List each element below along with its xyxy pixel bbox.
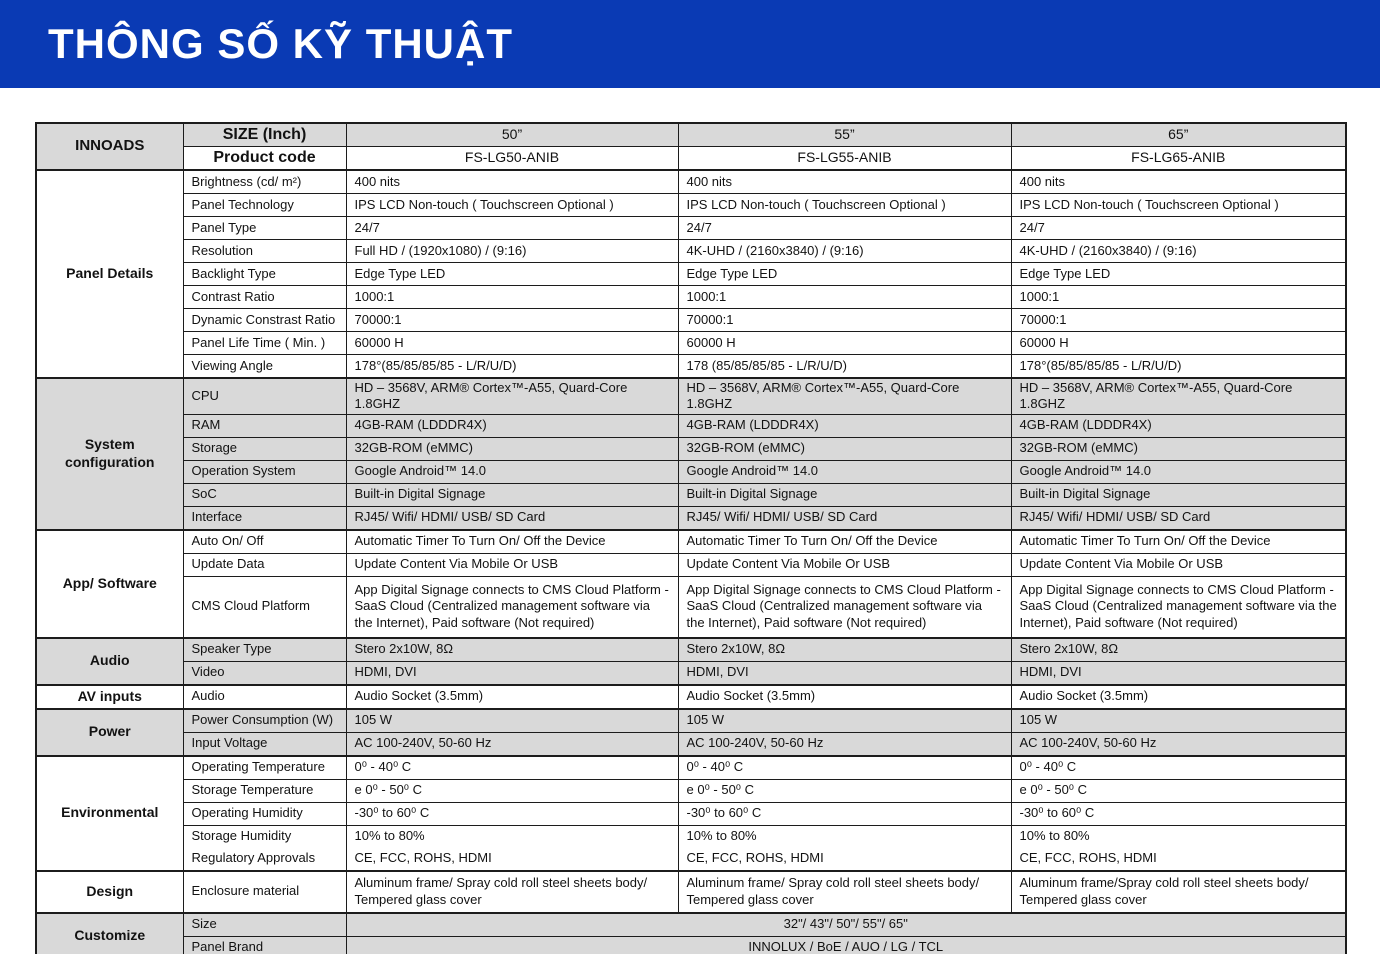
spec-value-cell: HD – 3568V, ARM® Cortex™-A55, Quard-Core 1.8GHZ	[1011, 378, 1346, 414]
spec-value-cell: 0⁰ - 40⁰ C	[346, 756, 678, 780]
spec-row	[36, 756, 1346, 780]
product-code-55: FS-LG55-ANIB	[678, 147, 1011, 171]
spec-value-cell: Stero 2x10W, 8Ω	[1011, 638, 1346, 662]
spec-row	[36, 638, 1346, 662]
spec-value-cell: CE, FCC, ROHS, HDMI	[678, 848, 1011, 871]
spec-label-cell: Operating Temperature	[183, 756, 346, 780]
spec-row	[36, 332, 1346, 355]
spec-label-cell: Operating Humidity	[183, 802, 346, 825]
spec-label-cell: SoC	[183, 483, 346, 506]
spec-row	[36, 286, 1346, 309]
spec-label-cell: Input Voltage	[183, 732, 346, 756]
spec-row	[36, 194, 1346, 217]
spec-row	[36, 825, 1346, 848]
spec-value-cell: Edge Type LED	[346, 263, 678, 286]
spec-row	[36, 732, 1346, 756]
spec-value-cell: Aluminum frame/ Spray cold roll steel sheets body/ Tempered glass cover	[346, 871, 678, 913]
spec-value-cell: 4GB-RAM (LDDDR4X)	[346, 414, 678, 437]
spec-value-cell: Built-in Digital Signage	[346, 483, 678, 506]
group-cell-audio: Audio	[36, 638, 183, 685]
title-banner	[0, 0, 1380, 88]
spec-value-cell: 4K-UHD / (2160x3840) / (9:16)	[1011, 240, 1346, 263]
spec-label-cell: Speaker Type	[183, 638, 346, 662]
spec-value-cell: AC 100-240V, 50-60 Hz	[1011, 732, 1346, 756]
spec-value-cell: Google Android™ 14.0	[346, 460, 678, 483]
spec-value-cell: CE, FCC, ROHS, HDMI	[346, 848, 678, 871]
column-header-65: 65”	[1011, 123, 1346, 147]
spec-value-cell: App Digital Signage connects to CMS Cloud Platform - SaaS Cloud (Centralized management software via the Internet), Paid software (Not required)	[1011, 576, 1346, 638]
spec-label-cell: Viewing Angle	[183, 355, 346, 379]
spec-value-cell: Built-in Digital Signage	[1011, 483, 1346, 506]
spec-value-cell: Edge Type LED	[678, 263, 1011, 286]
spec-label-cell: CPU	[183, 378, 346, 414]
spec-value-cell: 1000:1	[1011, 286, 1346, 309]
group-cell-av-inputs: AV inputs	[36, 685, 183, 709]
spec-label-cell: CMS Cloud Platform	[183, 576, 346, 638]
product-code-label-cell: Product code	[183, 147, 346, 171]
product-code-65: FS-LG65-ANIB	[1011, 147, 1346, 171]
spec-value-cell: Built-in Digital Signage	[678, 483, 1011, 506]
spec-value-cell: Audio Socket (3.5mm)	[346, 685, 678, 709]
spec-label-cell: Power Consumption (W)	[183, 709, 346, 733]
spec-value-cell: RJ45/ Wifi/ HDMI/ USB/ SD Card	[346, 506, 678, 530]
spec-row	[36, 378, 1346, 414]
spec-row	[36, 309, 1346, 332]
spec-row	[36, 170, 1346, 194]
spec-value-cell: App Digital Signage connects to CMS Cloud Platform - SaaS Cloud (Centralized management software via the Internet), Paid software (Not required)	[678, 576, 1011, 638]
spec-row	[36, 685, 1346, 709]
spec-value-cell: 70000:1	[678, 309, 1011, 332]
spec-label-cell: Operation System	[183, 460, 346, 483]
spec-value-cell: 400 nits	[678, 170, 1011, 194]
spec-label-cell: Audio	[183, 685, 346, 709]
spec-row	[36, 437, 1346, 460]
spec-value-cell: 10% to 80%	[1011, 825, 1346, 848]
group-cell-design: Design	[36, 871, 183, 913]
spec-value-cell: 60000 H	[1011, 332, 1346, 355]
spec-row	[36, 936, 1346, 954]
group-cell-app-software: App/ Software	[36, 530, 183, 638]
spec-value-cell: 1000:1	[678, 286, 1011, 309]
group-cell-system-configuration: System configuration	[36, 378, 183, 530]
spec-label-cell: Panel Technology	[183, 194, 346, 217]
spec-label-cell: Panel Type	[183, 217, 346, 240]
product-code-row	[36, 147, 1346, 171]
spec-value-cell: HD – 3568V, ARM® Cortex™-A55, Quard-Core 1.8GHZ	[346, 378, 678, 414]
spec-row	[36, 661, 1346, 685]
spec-value-cell: IPS LCD Non-touch ( Touchscreen Optional )	[1011, 194, 1346, 217]
spec-value-cell: Aluminum frame/ Spray cold roll steel sheets body/ Tempered glass cover	[678, 871, 1011, 913]
spec-value-cell: 1000:1	[346, 286, 678, 309]
spec-value-cell: 4K-UHD / (2160x3840) / (9:16)	[678, 240, 1011, 263]
spec-label-cell: Auto On/ Off	[183, 530, 346, 554]
spec-value-cell: 0⁰ - 40⁰ C	[1011, 756, 1346, 780]
spec-label-cell: RAM	[183, 414, 346, 437]
spec-value-cell: 70000:1	[346, 309, 678, 332]
spec-value-cell: 105 W	[1011, 709, 1346, 733]
spec-row	[36, 414, 1346, 437]
spec-label-cell: Panel Brand	[183, 936, 346, 954]
spec-row	[36, 709, 1346, 733]
group-cell-power: Power	[36, 709, 183, 756]
spec-value-cell: Full HD / (1920x1080) / (9:16)	[346, 240, 678, 263]
spec-value-cell: Update Content Via Mobile Or USB	[678, 553, 1011, 576]
spec-value-cell: Update Content Via Mobile Or USB	[1011, 553, 1346, 576]
spec-row	[36, 355, 1346, 379]
spec-value-cell: AC 100-240V, 50-60 Hz	[346, 732, 678, 756]
spec-label-cell: Storage Humidity	[183, 825, 346, 848]
spec-value-cell: 60000 H	[678, 332, 1011, 355]
spec-value-cell: HDMI, DVI	[346, 661, 678, 685]
spec-row	[36, 460, 1346, 483]
spec-value-cell: IPS LCD Non-touch ( Touchscreen Optional )	[678, 194, 1011, 217]
spec-value-cell: 400 nits	[1011, 170, 1346, 194]
group-cell-panel-details: Panel Details	[36, 170, 183, 378]
spec-value-cell: Automatic Timer To Turn On/ Off the Device	[346, 530, 678, 554]
spec-value-cell: 10% to 80%	[678, 825, 1011, 848]
spec-label-cell: Video	[183, 661, 346, 685]
spec-value-cell: 178°(85/85/85/85 - L/R/U/D)	[1011, 355, 1346, 379]
spec-value-cell: App Digital Signage connects to CMS Cloud Platform - SaaS Cloud (Centralized management software via the Internet), Paid software (Not required)	[346, 576, 678, 638]
spec-label-cell: Dynamic Constrast Ratio	[183, 309, 346, 332]
spec-value-cell: HD – 3568V, ARM® Cortex™-A55, Quard-Core 1.8GHZ	[678, 378, 1011, 414]
product-code-50: FS-LG50-ANIB	[346, 147, 678, 171]
column-header-55: 55”	[678, 123, 1011, 147]
spec-row	[36, 530, 1346, 554]
spec-row	[36, 483, 1346, 506]
spec-value-cell: 105 W	[346, 709, 678, 733]
spec-value-cell: 24/7	[1011, 217, 1346, 240]
spec-value-cell: Automatic Timer To Turn On/ Off the Device	[678, 530, 1011, 554]
spec-value-cell: Audio Socket (3.5mm)	[678, 685, 1011, 709]
spec-value-cell: 178°(85/85/85/85 - L/R/U/D)	[346, 355, 678, 379]
brand-cell: INNOADS	[36, 123, 183, 170]
spec-value-cell: 32GB-ROM (eMMC)	[346, 437, 678, 460]
spec-label-cell: Regulatory Approvals	[183, 848, 346, 871]
spec-value-cell: Edge Type LED	[1011, 263, 1346, 286]
spec-label-cell: Resolution	[183, 240, 346, 263]
spec-row	[36, 779, 1346, 802]
spec-value-cell: Update Content Via Mobile Or USB	[346, 553, 678, 576]
spec-row	[36, 913, 1346, 937]
spec-row	[36, 802, 1346, 825]
spec-label-cell: Storage	[183, 437, 346, 460]
spec-value-cell: Aluminum frame/Spray cold roll steel sheets body/ Tempered glass cover	[1011, 871, 1346, 913]
spec-value-cell: Audio Socket (3.5mm)	[1011, 685, 1346, 709]
spec-row	[36, 240, 1346, 263]
spec-value-cell: Stero 2x10W, 8Ω	[678, 638, 1011, 662]
spec-value-cell: HDMI, DVI	[678, 661, 1011, 685]
spec-value-cell: 0⁰ - 40⁰ C	[678, 756, 1011, 780]
spec-value-cell: AC 100-240V, 50-60 Hz	[678, 732, 1011, 756]
spec-value-cell: 70000:1	[1011, 309, 1346, 332]
spec-table	[35, 122, 1347, 954]
spec-label-cell: Storage Temperature	[183, 779, 346, 802]
spec-label-cell: Brightness (cd/ m²)	[183, 170, 346, 194]
spec-label-cell: Interface	[183, 506, 346, 530]
group-cell-environmental: Environmental	[36, 756, 183, 871]
spec-label-cell: Panel Life Time ( Min. )	[183, 332, 346, 355]
spec-value-cell: 32GB-ROM (eMMC)	[1011, 437, 1346, 460]
spec-value-cell: 24/7	[346, 217, 678, 240]
page-title: THÔNG SỐ KỸ THUẬT	[48, 20, 513, 67]
size-label-cell: SIZE (Inch)	[183, 123, 346, 147]
spec-value-cell: Automatic Timer To Turn On/ Off the Device	[1011, 530, 1346, 554]
spec-value-cell: e 0⁰ - 50⁰ C	[678, 779, 1011, 802]
spec-value-cell: 32GB-ROM (eMMC)	[678, 437, 1011, 460]
spec-value-cell: -30⁰ to 60⁰ C	[678, 802, 1011, 825]
spec-value-cell: 24/7	[678, 217, 1011, 240]
spec-value-cell: CE, FCC, ROHS, HDMI	[1011, 848, 1346, 871]
spec-value-cell: Google Android™ 14.0	[1011, 460, 1346, 483]
spec-value-cell: 4GB-RAM (LDDDR4X)	[678, 414, 1011, 437]
spec-value-cell: 60000 H	[346, 332, 678, 355]
spec-value-cell: e 0⁰ - 50⁰ C	[1011, 779, 1346, 802]
spec-value-cell: 4GB-RAM (LDDDR4X)	[1011, 414, 1346, 437]
spec-value-cell: 10% to 80%	[346, 825, 678, 848]
spec-row	[36, 506, 1346, 530]
spec-value-cell: 400 nits	[346, 170, 678, 194]
spec-value-cell: 105 W	[678, 709, 1011, 733]
spec-table-container	[35, 122, 1345, 954]
size-header-row	[36, 123, 1346, 147]
spec-value-cell: -30⁰ to 60⁰ C	[346, 802, 678, 825]
spec-value-cell: Google Android™ 14.0	[678, 460, 1011, 483]
spec-label-cell: Update Data	[183, 553, 346, 576]
spec-label-cell: Contrast Ratio	[183, 286, 346, 309]
spec-merged-value-cell: INNOLUX / BoE / AUO / LG / TCL	[346, 936, 1346, 954]
group-cell-customize: Customize	[36, 913, 183, 954]
spec-value-cell: -30⁰ to 60⁰ C	[1011, 802, 1346, 825]
spec-value-cell: 178 (85/85/85/85 - L/R/U/D)	[678, 355, 1011, 379]
spec-value-cell: RJ45/ Wifi/ HDMI/ USB/ SD Card	[678, 506, 1011, 530]
spec-row	[36, 848, 1346, 871]
spec-value-cell: Stero 2x10W, 8Ω	[346, 638, 678, 662]
spec-value-cell: HDMI, DVI	[1011, 661, 1346, 685]
spec-value-cell: RJ45/ Wifi/ HDMI/ USB/ SD Card	[1011, 506, 1346, 530]
spec-row	[36, 217, 1346, 240]
spec-label-cell: Backlight Type	[183, 263, 346, 286]
column-header-50: 50”	[346, 123, 678, 147]
spec-row	[36, 263, 1346, 286]
spec-row	[36, 871, 1346, 913]
spec-row	[36, 576, 1346, 638]
spec-label-cell: Enclosure material	[183, 871, 346, 913]
spec-merged-value-cell: 32"/ 43"/ 50"/ 55"/ 65"	[346, 913, 1346, 937]
spec-value-cell: e 0⁰ - 50⁰ C	[346, 779, 678, 802]
spec-row	[36, 553, 1346, 576]
spec-value-cell: IPS LCD Non-touch ( Touchscreen Optional )	[346, 194, 678, 217]
spec-label-cell: Size	[183, 913, 346, 937]
